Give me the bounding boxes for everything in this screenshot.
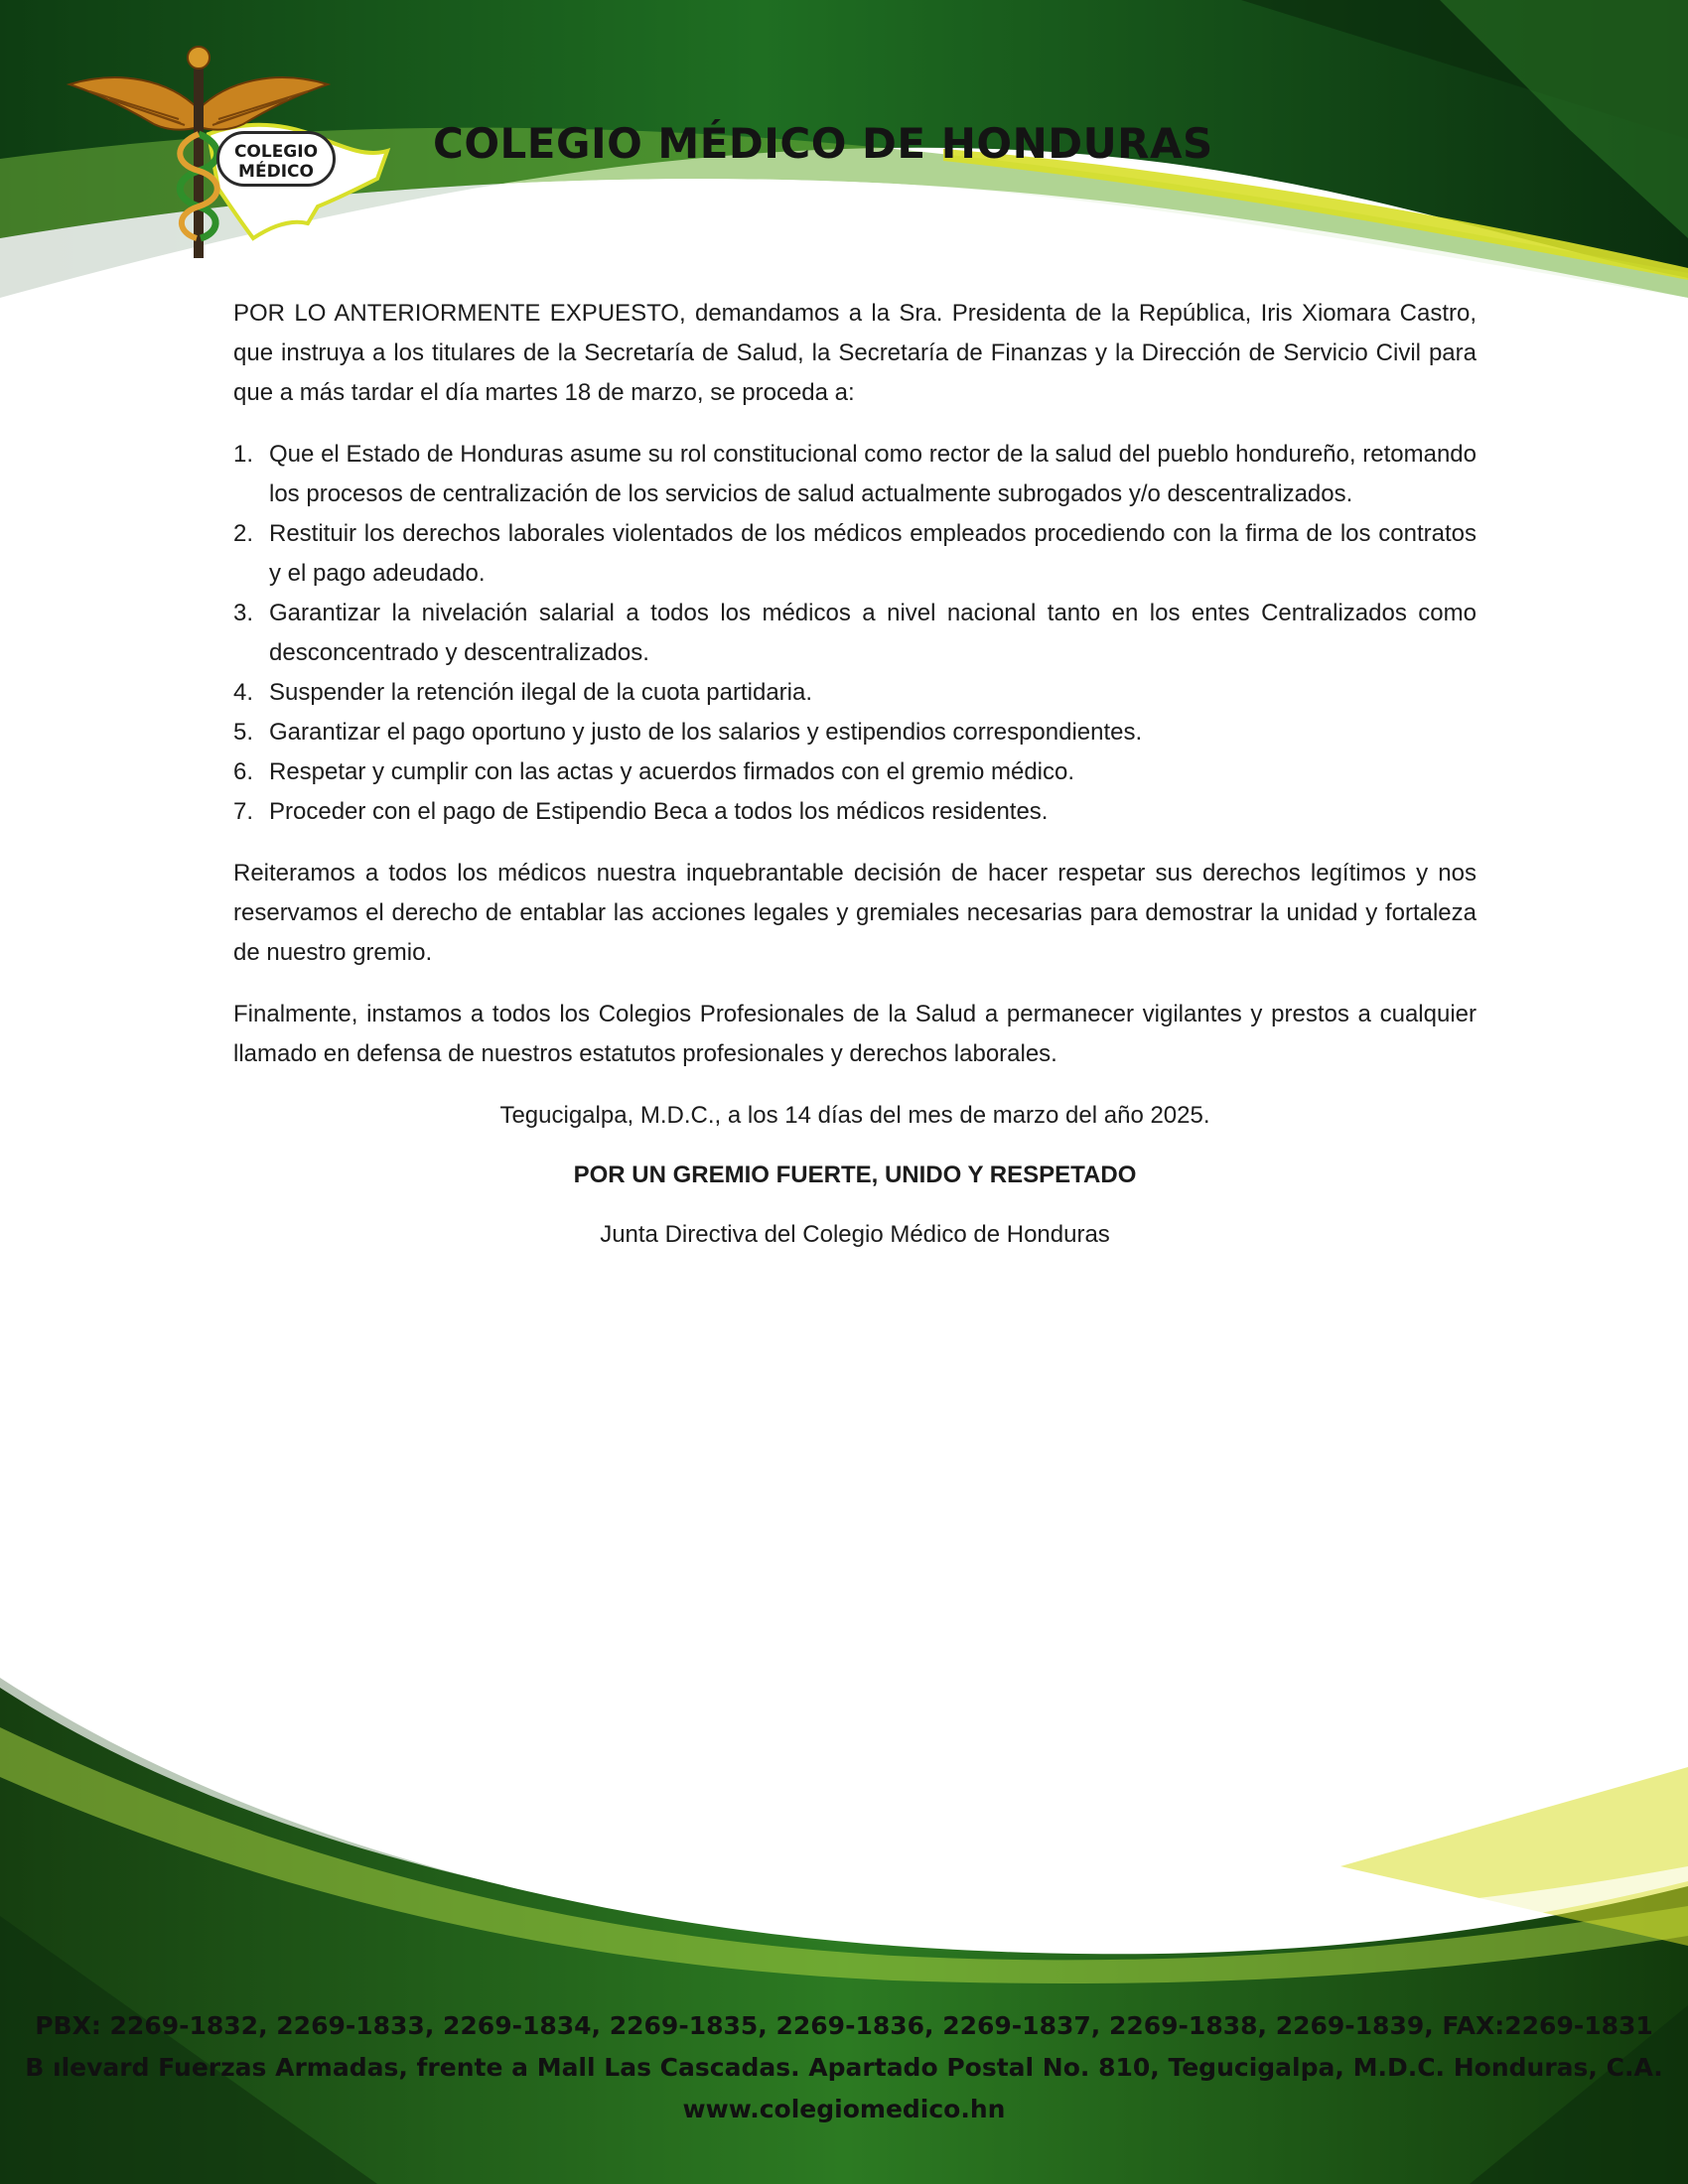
place-date: Tegucigalpa, M.D.C., a los 14 días del mes de marzo del año 2025. xyxy=(499,1102,1210,1129)
list-item xyxy=(233,594,1477,673)
list-item-number: 3. xyxy=(233,600,254,626)
list-item-number: 6. xyxy=(233,758,254,785)
list-item xyxy=(233,673,1477,713)
logo-badge xyxy=(216,131,336,187)
list-item-text: Suspender la retención ilegal de la cuota partidaria. xyxy=(269,679,813,706)
reiteramos-paragraph: Reiteramos a todos los médicos nuestra inquebrantable decisión de hacer respetar sus derechos legítimos y nos reservamos el derecho de entablar las acciones legales y gremiales necesarias para demostrar la unidad y fortaleza de nuestro gremio. xyxy=(233,860,1477,966)
logo-badge-line2: MÉDICO xyxy=(238,162,314,182)
footer-address: B ılevard Fuerzas Armadas, frente a Mall Las Cascadas. Apartado Postal No. 810, Tegucigalpa, M.D.C. Honduras, C.A. xyxy=(25,2053,1663,2082)
footer-phones: PBX: 2269-1832, 2269-1833, 2269-1834, 2269-1835, 2269-1836, 2269-1837, 2269-1838, 2269-1839, FAX:2269-1831 xyxy=(35,2011,1653,2040)
list-item xyxy=(233,752,1477,792)
list-item-number: 5. xyxy=(233,719,254,746)
signature: Junta Directiva del Colegio Médico de Honduras xyxy=(600,1221,1110,1248)
list-item xyxy=(233,514,1477,594)
list-item-text: Respetar y cumplir con las actas y acuerdos firmados con el gremio médico. xyxy=(269,758,1075,785)
logo-badge-line1: COLEGIO xyxy=(233,142,319,162)
footer-website: www.colegiomedico.hn xyxy=(682,2095,1006,2123)
motto: POR UN GREMIO FUERTE, UNIDO Y RESPETADO xyxy=(573,1161,1137,1188)
finalmente-paragraph: Finalmente, instamos a todos los Colegios Profesionales de la Salud a permanecer vigilantes y prestos a cualquier llamado en defensa de nuestros estatutos profesionales y derechos laborales. xyxy=(233,1001,1477,1067)
list-item-text: Que el Estado de Honduras asume su rol constitucional como rector de la salud del pueblo hondureño, retomando los procesos de centralización de los servicios de salud actualmente subrogados y/o descentralizados. xyxy=(269,441,1477,507)
list-item-number: 7. xyxy=(233,798,254,825)
demands-list xyxy=(233,435,1477,832)
list-item-text: Proceder con el pago de Estipendio Beca a todos los médicos residentes. xyxy=(269,798,1049,825)
list-item-number: 1. xyxy=(233,441,254,468)
colegio-medico-logo xyxy=(60,40,397,268)
footer-contact xyxy=(0,2005,1688,2130)
list-item-text: Garantizar el pago oportuno y justo de los salarios y estipendios correspondientes. xyxy=(269,719,1143,746)
letter-body xyxy=(233,294,1477,1275)
list-item-number: 4. xyxy=(233,679,254,706)
intro-paragraph: POR LO ANTERIORMENTE EXPUESTO, demandamos a la Sra. Presidenta de la República, Iris Xiomara Castro, que instruya a los titulares de la Secretaría de Salud, la Secretaría de Finanzas y la Dirección de Servicio Civil para que a más tardar el día martes 18 de marzo, se proceda a: xyxy=(233,300,1477,406)
list-item-text: Restituir los derechos laborales violentados de los médicos empleados procediendo con la firma de los contratos y el pago adeudado. xyxy=(269,520,1477,587)
list-item xyxy=(233,713,1477,752)
list-item-number: 2. xyxy=(233,520,254,547)
list-item xyxy=(233,435,1477,514)
list-item xyxy=(233,792,1477,832)
list-item-text: Garantizar la nivelación salarial a todos los médicos a nivel nacional tanto en los entes Centralizados como desconcentrado y descentralizados. xyxy=(269,600,1477,666)
organization-title: COLEGIO MÉDICO DE HONDURAS xyxy=(433,119,1213,168)
